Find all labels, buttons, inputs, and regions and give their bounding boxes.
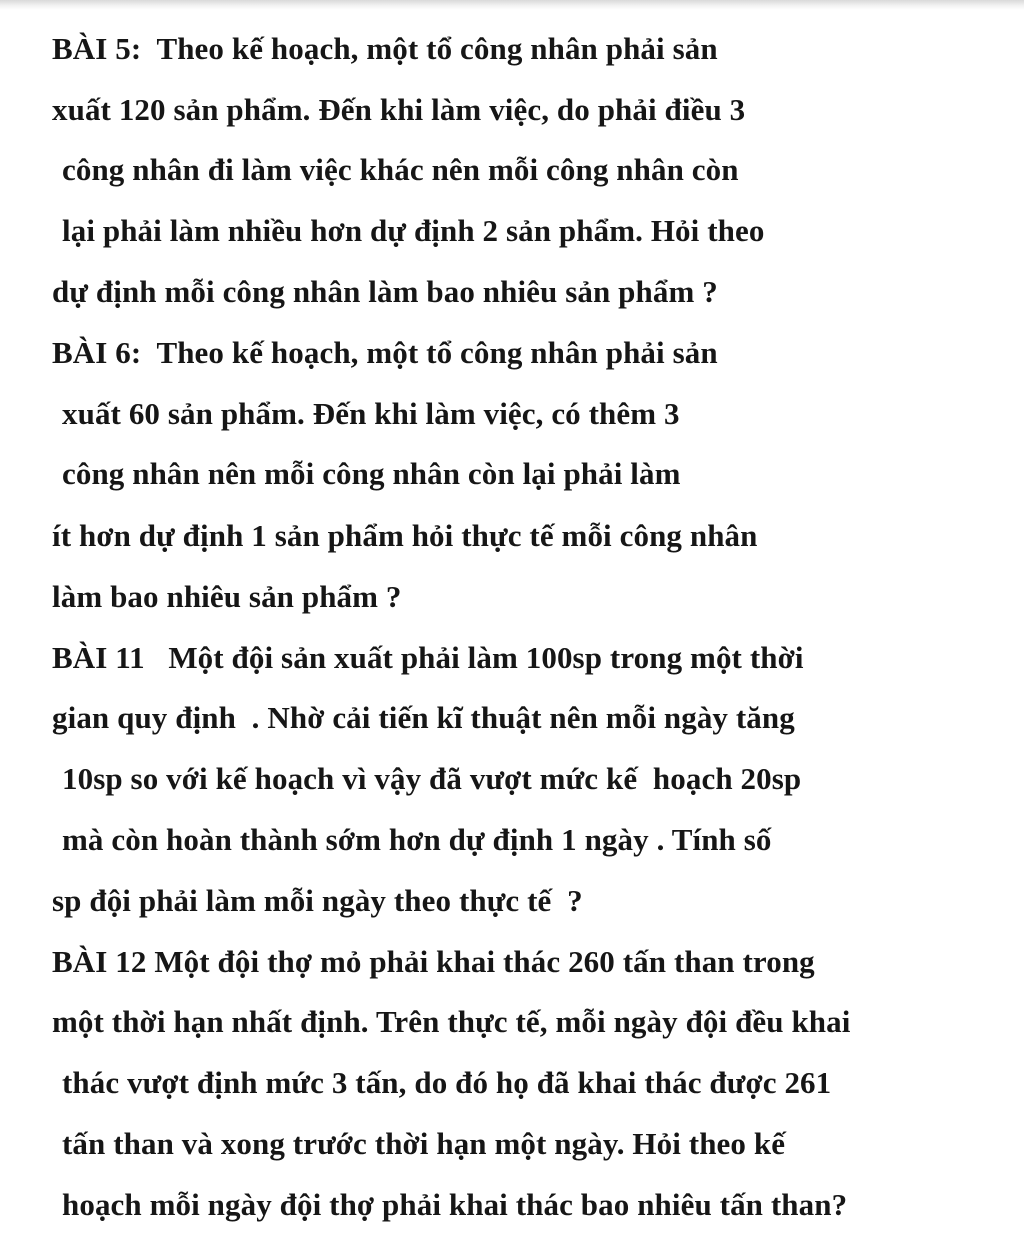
text-line: BÀI 5: Theo kế hoạch, một tổ công nhân phải sản (52, 31, 718, 66)
text-line: gian quy định . Nhờ cải tiến kĩ thuật nên mỗi ngày tăng (52, 700, 795, 735)
text-line: BÀI 12 Một đội thợ mỏ phải khai thác 260 tấn than trong (52, 944, 815, 979)
text-line: công nhân nên mỗi công nhân còn lại phải làm (62, 456, 681, 491)
text-line: 10sp so với kế hoạch vì vậy đã vượt mức kế hoạch 20sp (62, 761, 802, 796)
text-line: xuất 60 sản phẩm. Đến khi làm việc, có thêm 3 (62, 396, 680, 431)
text-line: tấn than và xong trước thời hạn một ngày. Hỏi theo kế (62, 1126, 786, 1161)
text-line: làm bao nhiêu sản phẩm ? (52, 579, 402, 614)
text-line: công nhân đi làm việc khác nên mỗi công nhân còn (62, 152, 739, 187)
text-line: BÀI 6: Theo kế hoạch, một tổ công nhân phải sản (52, 335, 718, 370)
text-line: xuất 120 sản phẩm. Đến khi làm việc, do phải điều 3 (52, 92, 746, 127)
text-line: hoạch mỗi ngày đội thợ phải khai thác bao nhiêu tấn than? (62, 1187, 848, 1222)
text-line: BÀI 11 Một đội sản xuất phải làm 100sp trong một thời (52, 640, 804, 675)
text-line: thác vượt định mức 3 tấn, do đó họ đã khai thác được 261 (62, 1065, 832, 1100)
text-line: mà còn hoàn thành sớm hơn dự định 1 ngày . Tính số (62, 822, 772, 857)
text-line: ít hơn dự định 1 sản phẩm hỏi thực tế mỗi công nhân (52, 518, 758, 553)
text-line: sp đội phải làm mỗi ngày theo thực tế ? (52, 883, 583, 918)
text-line: một thời hạn nhất định. Trên thực tế, mỗi ngày đội đều khai (52, 1004, 851, 1039)
text-line: dự định mỗi công nhân làm bao nhiêu sản phẩm ? (52, 274, 718, 309)
text-line: lại phải làm nhiều hơn dự định 2 sản phẩm. Hỏi theo (62, 213, 765, 248)
